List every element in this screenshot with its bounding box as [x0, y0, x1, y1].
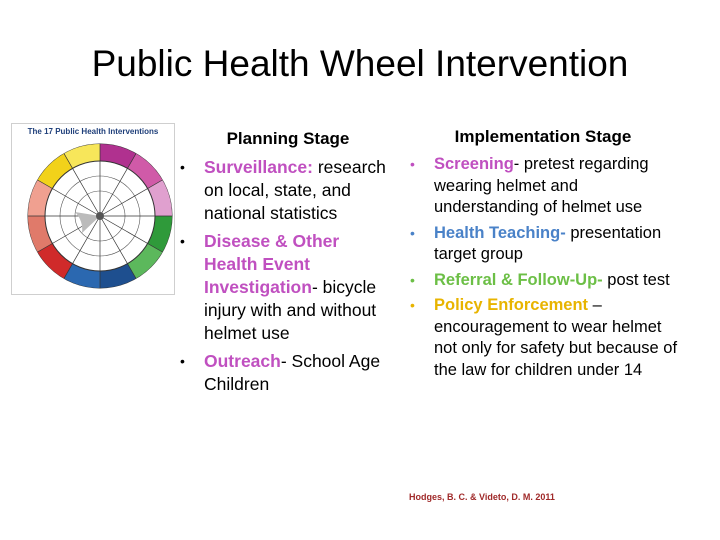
bullet-icon: •: [410, 271, 415, 288]
item-keyword: Outreach: [204, 351, 281, 371]
item-text: School Age Children: [204, 351, 381, 394]
planning-stage-list: [180, 156, 390, 401]
item-text: research on local, state, and national statistics: [204, 157, 386, 223]
list-item: [410, 270, 680, 292]
implementation-stage-heading: Implementation Stage: [454, 127, 632, 146]
item-text: bicycle injury with and without helmet use: [204, 277, 377, 343]
item-keyword: Referral & Follow-Up-: [434, 270, 603, 289]
slide-title: Public Health Wheel Intervention: [91, 43, 629, 84]
list-item: [410, 154, 680, 219]
item-keyword: Disease & Other Health Event Investigation: [204, 231, 340, 297]
bullet-icon: •: [180, 233, 185, 249]
list-item: [410, 295, 680, 381]
item-separator: -: [280, 351, 287, 371]
bullet-icon: •: [410, 156, 415, 172]
item-separator: -: [311, 277, 318, 297]
bullet-icon: •: [180, 353, 185, 369]
intervention-wheel-image: [12, 138, 174, 294]
item-text: post test: [607, 270, 670, 289]
item-text: presentation target group: [434, 223, 662, 263]
intervention-wheel-figure: [11, 123, 175, 295]
item-text: - pretest regarding wearing helmet and understanding of helmet use: [434, 155, 649, 216]
list-item: [410, 223, 680, 266]
list-item: [180, 230, 390, 345]
list-item: [180, 156, 390, 225]
bullet-icon: •: [410, 297, 415, 313]
planning-stage-heading: Planning Stage: [226, 129, 350, 148]
item-keyword: Surveillance:: [204, 157, 313, 177]
wheel-caption: The 17 Public Health Interventions: [27, 127, 159, 136]
item-keyword: Screening: [434, 155, 514, 173]
implementation-stage-list: [410, 154, 680, 385]
citation: Hodges, B. C. & Videto, D. M. 2011: [409, 492, 555, 502]
item-text: – encouragement to wear helmet not only for safety but because of the law for children under 14: [434, 296, 678, 379]
bullet-icon: •: [180, 159, 185, 175]
item-keyword: Health Teaching-: [434, 223, 566, 242]
item-keyword: Policy Enforcement: [434, 296, 589, 314]
list-item: [180, 350, 390, 396]
bullet-icon: •: [410, 224, 415, 241]
